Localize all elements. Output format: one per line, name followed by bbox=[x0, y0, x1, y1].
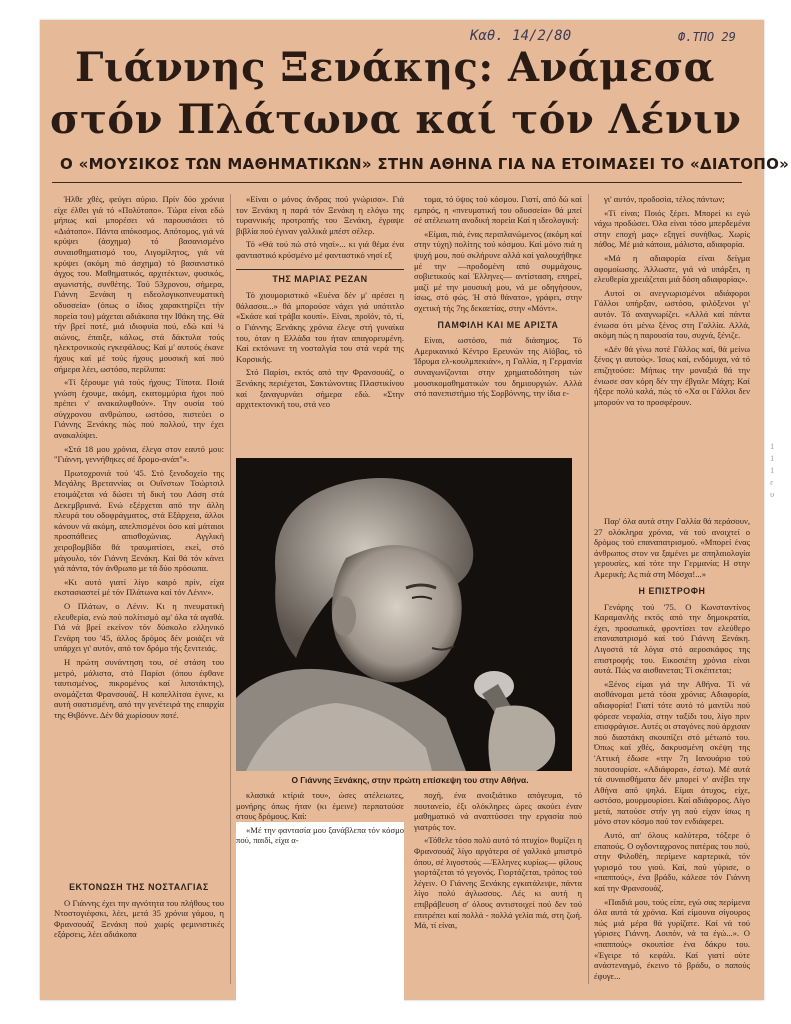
paragraph: «Παιδιά μου, τούς είπε, εγώ σας περίμενα όλα αυτά τά χρόνια. Καί είμουνα σίγουρος πώς μιά μέρα θά γυρίζατε. Καί νά τού γύρισες Γιάννη. Λοιπόν, νά τα έγώ...». Ο «παππούς» σκουπίσε ένα δάκρυ του. «Έγειρε τό κεφάλι. Καί γιατί ούτε ανάστεναγμό, έκεινο τό βράδυ, ο παπούς έφυγε... bbox=[594, 896, 750, 981]
photo-caption: Ο Γιάννης Ξενάκης, στην πρώτη επίσκεψη του στην Αθήνα. bbox=[291, 775, 529, 785]
paragraph: τομα, τό ύψος τού κόσμου. Γιατί, από δώ καί εμπρός, η «πνευματική του οδυσσεία» θά μπεί σέ ατέλειωτη ανοδική πορεία Καί η ιδεολογική: bbox=[414, 194, 582, 226]
column-3-bottom bbox=[414, 790, 582, 988]
paragraph: Αυτοί οι ανεγνωρισμένοι αδιάφοροι Γάλλοι υπήρξαν, ωστόσο, φιλόξενοι γι' αυτόν. Τό αναγνωρίζει. «Αλλά καί πάντα ένιωσα ότι μένω ξένος στη Γαλλία. Αλλά, ακόμη πώς η παρουσία του, συχνά, ξένιζε. bbox=[594, 287, 750, 341]
paragraph: «Στά 18 μου χρόνια, έλεγα στον εαυτό μου: "Γιάννη, γεννήθηκες σέ δρομο-ανάπ"». bbox=[54, 443, 224, 465]
subheadline: Ο «ΜΟΥΣΙΚΟΣ ΤΩΝ ΜΑΘΗΜΑΤΙΚΩΝ» ΣΤΗΝ ΑΘΗΝΑ ΓΙΑ ΝΑ ΕΤΟΙΜΑΣΕΙ ΤΟ «ΔΙΑΤΟΠΟ» bbox=[60, 155, 790, 173]
portrait-photo-illustration bbox=[236, 458, 572, 771]
paragraph: «Ξένος είμαι γιά την Αθήνα. Τί νά αισθάνομαι μετά τόσα χρόνια; Αδιαφορία, αδιαφορία! Γιατί τότε αυτό τό μαντίλι πού φόρεσε νεφαλία, στην ταξίδι του, λίγο πριν επισφράγισε. Αυτές οι σταγόνες πού άρχισαν πού διαστάκη σκουπίζει στό μέτωπό του. Όπως καί χθές, δακρυσμένη σκέψη της 'Αττική έδωσε «την 7η Ιανουάριο τού πουτσουρίσε. «Αδιάφορα», έστω). Μέ αυτά τά συναισθήματα δέν μπορεί ν' ανέβει την Αθήνα από ψηλά. Είμαι άτυχος, είχε, ωστόσο, μουρμουρίσει. Καί αδιάφορος. Λίγο μετά, πατούσε στήν γη πού είχαν ίσως η μόνο στον κόσμο πού τον ενδιάφερει. bbox=[594, 678, 750, 827]
paragraph: «Κι αυτό γιατί λίγο καιρό πρίν, είχα εκστασιαστεί μέ τόν Πλάτωνα καί τόν Λένιν». bbox=[54, 576, 224, 598]
column-1 bbox=[54, 194, 224, 864]
portrait-photo bbox=[236, 458, 572, 771]
section-heading-pamphlets: ΠΑΜΦΙΛΗ ΚΑΙ ΜΕ ΑΡΙΣΤΑ bbox=[437, 319, 559, 330]
paragraph: ποχή, ένα ανοιξιάτικο απόγευμα, τό πουτανείο, έξι ολόκληρες ώρες ακούει έναν μαθηματικό νά αναπτύσσει την εργασία πού γιατρός τον. bbox=[414, 790, 582, 832]
paragraph: Είναι, ωστόσο, πιά διάσημος. Τό Αμερικανικό Κέντρο Ερευνών της Αϊόβας, τό Ίδρυμα ελ-κουλμπεκιάν», η Γαλλία, η Γερμανία συναγωνίζονται στην χρηματοδότηση τών μουσικομαθηματικών του δημιουργιών. Αλλά στό πανεπιστήμιο τής Σορβόννης, την ίδια ε- bbox=[414, 335, 582, 399]
paragraph: «Τί είναι; Ποιός ξέρει. Μπορεί κι εγώ νάχω προδώσει. Όλα είναι τόσο μπερδεμένα στην εποχή μας» εξηγεί συνήθως. Χωρίς πάθος. Μέ μιά κάποια, μάλιστα, αδιαφορία. bbox=[594, 207, 750, 250]
bleed-through-text: 1 1 1 ε υ bbox=[770, 441, 775, 499]
paragraph: κλασικά κτίριά του», ώσες ατέλειωτες, μονήρης όπως ήταν (κι έμεινε) περπατούσε στους δρόμους. Καί: bbox=[236, 790, 404, 822]
section-heading-nostalgia: ΕΚΤΟΝΩΣΗ ΤΗΣ ΝΟΣΤΑΛΓΙΑΣ bbox=[69, 882, 209, 892]
headline-line-2: στόν Πλάτωνα καί τόν Λένιν bbox=[50, 96, 742, 143]
column-2-bottom bbox=[236, 790, 404, 846]
column-4-mid bbox=[594, 516, 750, 578]
section-heading-return: Η ΕΠΙΣΤΡΟΦΗ bbox=[638, 586, 706, 596]
column-divider bbox=[230, 194, 231, 984]
column-2 bbox=[236, 194, 404, 454]
paragraph: «Μά η αδιαφορία είναι δείγμα αφομοίωσης. Άλλωστε, γιά νά υπάρξει, η ελευθερία χρειάζεται μιά δόση αδιαφορίας». bbox=[594, 252, 750, 285]
column-divider bbox=[588, 194, 589, 984]
paragraph: Γενάρης τού '75. Ο Κωνσταντίνος Καραμανλής εκτός από την δημοκρατία, έχει, προσωπικά, φροντίσει τον ελεύθερο επαναπατρισμό καί τού Γιάννη Ξενάκη. Λιγοστά τά λόγια στό αεροσκάφος της επιστροφής του. Εικοσιέτη χρόνια είναι αυτά. Πώς να αισθανεται; Τί σκέπτεται; bbox=[594, 601, 750, 676]
paragraph: Αυτό, απ' όλους καλύτερα, τόξερε ό επαπούς. Ο ογδονταχρονος πατέρας του πού, στην Φιλοθέη, περίμενε καρτερικά, τόν γυρισμό του γιού. Καί, πού γύρισε, ο «παππούς», ένα βράδυ, κάλεσε τόν Γιάννη καί την Φρανσουάζ. bbox=[594, 830, 750, 894]
handwritten-archive-code: Ф.ΤΠΟ 29 bbox=[678, 30, 736, 44]
clipping-cutout bbox=[236, 822, 404, 1002]
paragraph: Ο Πλάτων, ο Λένιν. Κι η πνευματική ελευθερία, ενώ πού πολίτισμό αμ' όλα τά αγαθά. Γιά νά βρεί εκείνον τόν δύσκολο ελληνικό Γενάρη του '45, άλλος δρόμος δέν μοιάζει νά υπάρχει γι' αυτόν, από τον δρόμο τής ξενιτειάς. bbox=[54, 600, 224, 654]
paragraph: «Είμαι, πιά, ένας περιπλανώμενος (ακόμη καί στην τύχη) πολίτης τού κόσμου. Καί μόνο πιά η ψυχή μου, πού σκλήρυνε αλλά καί γαλουχήθηκε μέ την —προδομένη από συμμάχους, σοβιετικούς καί Έλληνες— αντίσταση, επηρεί, μαζί μέ την μουσική μου, νά με οδηγήσουν, ίσως, στό φώς. Ή στό θάνατο», γράφει, στην σχετική τής 7ης δεκαετίας, στην «Μόντ». bbox=[414, 228, 582, 313]
paragraph: «Τί ξέρουμε γιά τούς ήχους; Τίποτα. Ποιά γνώση έχουμε, ακόμη, εκατομμύρια ήχοι πού πρέπει ν' ανακαλυφθούν». Την ουσία τού σύγχρονου ανθρώπου, ωστόσο, πιστεύει ο Γιάννης Ξενάκης πώς πού πολλού, την έχει ανακαλύψει. bbox=[54, 377, 224, 441]
paragraph: Ο Γιάννης έχει την αγνότητα του πλήθους του Ντοστογιέφσκι, λέει, μετά 35 χρόνια γάμου, η Φρανσουάζ Ξενάκη πού χωρίς φεμινιστικές εξάρσεις, λέει αδιάκοπα bbox=[54, 897, 224, 940]
paragraph: «Μέ την φαντασία μου ξανάβλεπα τόν κόσμο πού, παιδί, είχα α- bbox=[236, 824, 404, 846]
paragraph: Τό χιουμοριστικό «Ευένα δέν μ' αρέσει η θάλασσα...» θά μπορούσε νάχει γιά υπότιτλο «Σκάσε καί τράβα κουπί». Είναι, προϊόν, τό, τί, ο Γιάννης Ξενάκης χρόνια έλεγε στή γυναίκα του, όταν η Ελλάδα του ήταν απαγορευμένη. Καί εκτόνωνε τη νοσταλγία του στά νερά της Κορσικής. bbox=[236, 290, 404, 364]
column-1-section bbox=[54, 876, 224, 988]
paragraph: «Είναι ο μόνος άνδρας πού γνώρισα». Γιά τον Ξενάκη η παρά τόν Ξενάκη η ελόγω της τυραννικής προτροπής του Ξενάκη, έγραψε βιβλία πού έγιναν γαλλικά μπέστ σέλερ. bbox=[236, 194, 404, 236]
handwritten-date-note: Καθ. 14/2/80 bbox=[470, 28, 572, 44]
paragraph: Πρωτοχρονιά τού '45. Στό ξενοδοχείο της Μεγάλης Βρεταννίας οι Ουΐνστων Τσώρτσιλ ετοιμάζεται νά δώσει τή δική του Λάση στά Δεκεμβριανά. Ενώ εξέρχεται από την άλλη πλευρά του οδοφράγματος, στά Εξάρχεια, άλλοι κάνουν νά ακόμη, απελπισμένοι όσο καί μάταιοι προσπάθειες απισθοχώνιας. Αγγλική χειροβομβίδα θά τραυματίσει, εκεί, στό μάγουλο, τόν Γιάννη Ξενάκη. Καί θά τόν κάνει γιά πάντα, τόν άνθρωπο με τά δύο πρόσωπα. bbox=[54, 467, 224, 574]
paragraph: Τό «Θά τού πώ στό νησί»... κι γιά θέμα ένα φανταστικό κρύσμένο μέ φανταστικό νησί εξ bbox=[236, 239, 404, 260]
column-3 bbox=[414, 194, 582, 454]
paragraph: «Τόθελε τόσο πολύ αυτό τό πτυχίο» θυμίζει η Φρανσουάζ λίγο αργότερα σέ γαλλικό μπιστρό όπου, σέ λιγοστούς —Έλληνες κυρίως— φίλους γιορτάζεται τό γεγονός. Γιορτάζεται, τρόπος τού λέγειν. Ο Γιάννης Ξενάκης εγκατάλειψε, πάντα λίγο πολύ άγλωσσος. Λές κι αυτή η επιβράβευση σ' όλους αντιστοιχεί πού δεν τού επιτρέπει καί πολλά - πολλά γελία πιά, στη ζωή. Μά, τί είναι, bbox=[414, 835, 582, 931]
paragraph: γι' αυτόν, προδοσία, τέλος πάντων; bbox=[604, 194, 725, 204]
paragraph: Παρ' όλα αυτά στην Γαλλία θά περάσουν, 27 ολόκληρα χρόνια, νά τού ανοιχτεί ο δρόμος τού επαναπατρισμού. «Μπορεί ένας άνθρωπος στον να ξαμένει με σπηλαιολογία γερουσίες, καί τότε την Γερμανία; Η στην Αμερική; Ας πιά στη Μόσχα!...» bbox=[594, 516, 750, 579]
headline-line-1: Γιάννης Ξενάκης: Ανάμεσα bbox=[75, 44, 715, 91]
paragraph: «Δέν θά γίνω ποτέ Γάλλος καί, θά μείνω ξένος γι αυτούς». Ίσως καί, ενδόμυχα, νά τό επιζητούσε: Μήπως την μοναξιά θά την ένιωσε σαν κόρη δέν την έβγαλε Μάχη; Καί ήξερε πολύ καλά, πώς τό «Χα οι Γάλλοι δεν μπορούν να το προσφέρουν. bbox=[594, 343, 750, 407]
paragraph: Ήλθε χθές, φεύγει αύριο. Πρίν δύο χρόνια είχε έλθει γιά τό «Πολύτοπο». Τώρα είναι εδώ μήπως καί μπορέσει νά παρουσιάσει τό «Διάτοπο». Πάντα απόκοσμος. Απότομος, γιά νά κρύψει (άσχημα) τό βασανισμένο συναισθηματισμό του, Λιγομίλητος, γιά νά κρύψει (ακόμη πιό άσχημα) τό βασανιστικό άγχος του. Μαθηματικός, αρχιτέκτων, φυσικός, αγωνιστής, συνθέτης. Τού 53χρονου, σήμερα, Γιάννη Ξενάκη η ειδεολογικοπνευματική οδυσσεία» (όπως ο ίδιος χαρακτηρίζει τήν πορεία του) μάχεται αδιάκοπα την Ιθάκη της. Θά τήν βρεί ποτέ, μιά ιδιοφυία πού, εδώ καί ¼ αιώνος, έπαιξε, κάλως, στά δάκτυλα τούς ηλεκτρονικούς εγκεφάλους; Καί μ' αυτούς έκανε ήχους καί μέ τούς ήχους μουσική καί πού σήμερα λέει, ωστόσο, περίλυπα: bbox=[54, 194, 224, 374]
author-byline: ΤΗΣ ΜΑΡΙΑΣ ΡΕΖΑΝ bbox=[236, 269, 404, 285]
column-4-bottom bbox=[594, 580, 750, 988]
subhead-rule bbox=[52, 182, 742, 183]
paragraph: Η πρώτη συνάντηση του, σέ στάση του μετρό, μάλιστα, στό Παρίσι (όπου έφθανε ταυτισμένος, πικρομένος καί λιποτάκτης), ονομάζεται Φρανσουάζ. Η κοπελλίτσα έγινε, κι αυτή σαστισμένη, από την γενέτειρά της επαρχία της Θιβόννε. Δέν θά χωρίσουν ποτέ. bbox=[54, 656, 224, 720]
column-4 bbox=[594, 194, 750, 514]
paragraph: Στό Παρίσι, εκτός από την Φρανσουάζ, ο Ξενάκης περιέχεται, Σακτώνοντας Πλαστικίνου καί ξαναγυρνάει σήμερα εδώ. «Στην αρχιτεκτονική του, στά νεο bbox=[236, 367, 404, 410]
